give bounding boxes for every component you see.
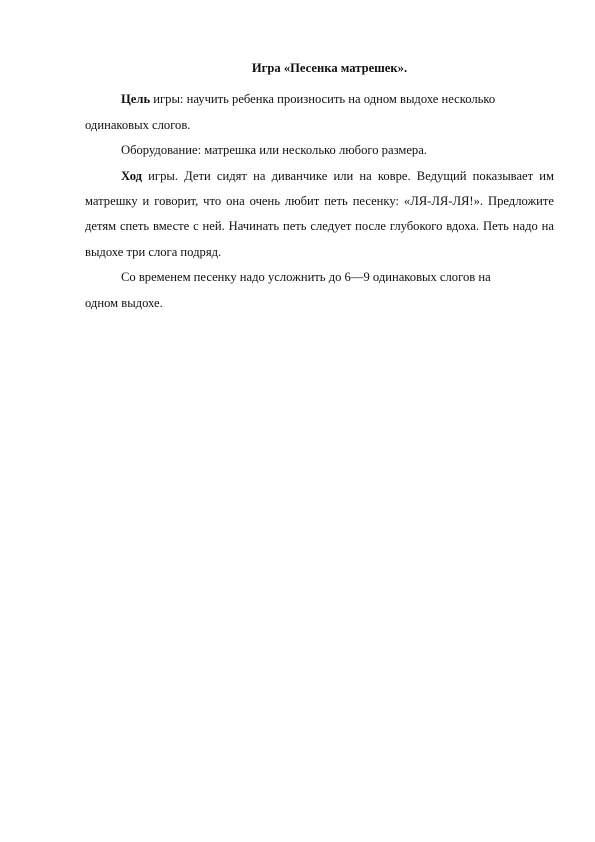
procedure-text: игры. Дети сидят на диванчике или на ковре. Ведущий показывает им матрешку и говорит, что она очень любит петь песенку: «ЛЯ-ЛЯ-ЛЯ!». Предложите детям спеть вместе с ней. Начинать петь следует после глубокого вдоха. Петь надо на выдохе три слога подряд. [85, 168, 554, 259]
equipment-paragraph: Оборудование: матрешка или несколько любого размера. [121, 143, 427, 158]
later-line-2: одном выдохе. [85, 295, 163, 310]
goal-paragraph-continued [85, 113, 554, 138]
goal-line-1 [85, 87, 554, 112]
later-line-1: Со временем песенку надо усложнить до 6—9 одинаковых слогов на [121, 270, 491, 285]
later-paragraph [85, 265, 554, 290]
goal-label: Цель [121, 92, 151, 107]
document-body [85, 56, 554, 316]
document-title: Игра «Песенка матрешек». [251, 61, 408, 75]
goal-paragraph [85, 87, 554, 112]
goal-text: игры: научить ребенка произносить на одном выдохе несколько [150, 92, 496, 107]
procedure-label: Ход [121, 168, 143, 183]
goal-line-2: одинаковых слогов. [85, 117, 191, 132]
procedure-paragraph [85, 164, 554, 266]
later-paragraph-continued [85, 291, 554, 316]
